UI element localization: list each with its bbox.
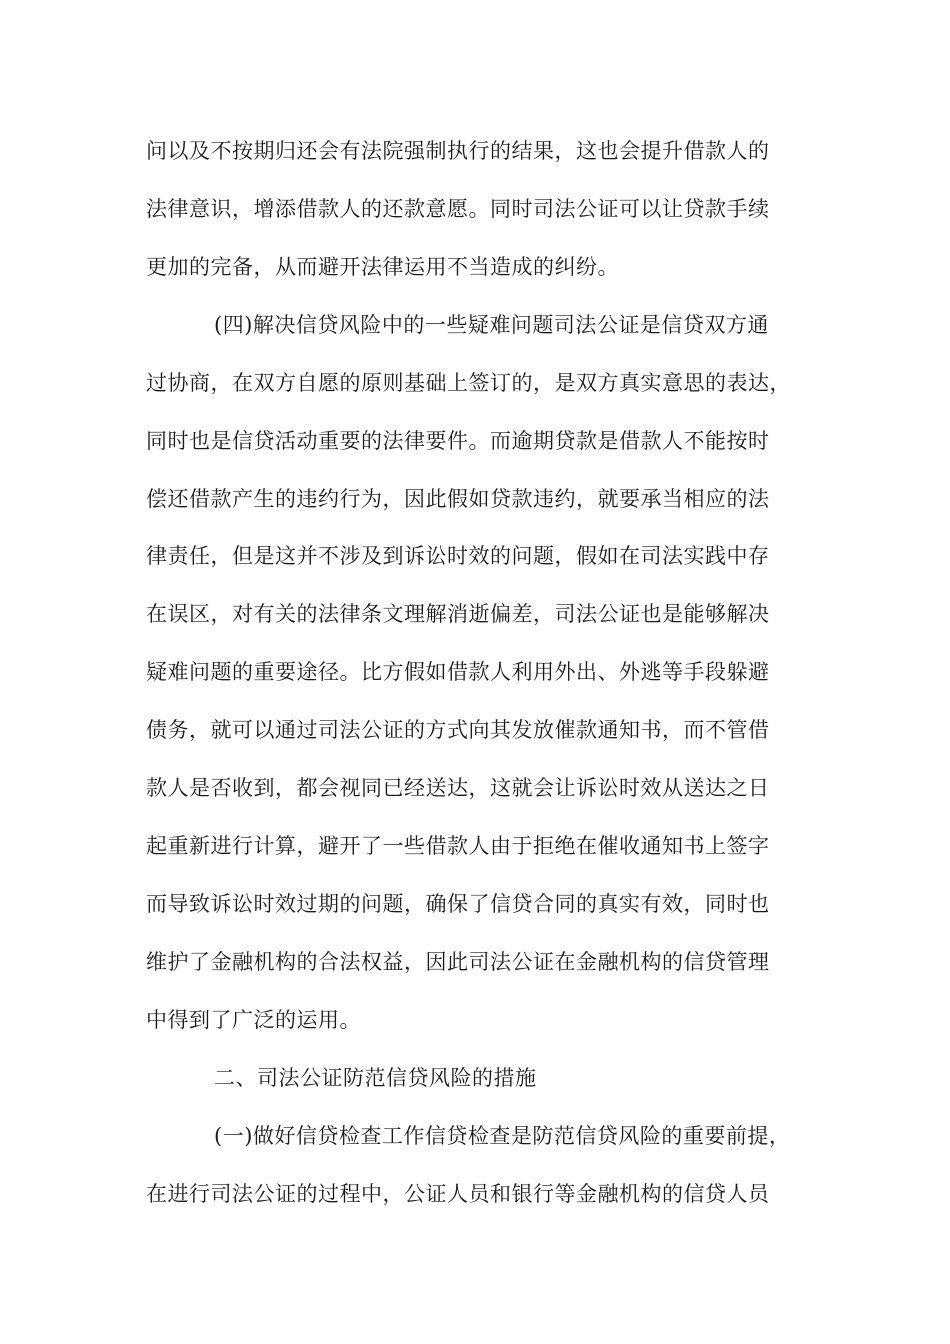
text-line: 更加的完备，从而避开法律运用不当造成的纠纷。 xyxy=(146,255,619,279)
text-line: 款人是否收到，都会视同已经送达，这就会让诉讼时效从送达之日 xyxy=(146,776,770,800)
text-line: 问以及不按期归还会有法院强制执行的结果，这也会提升借款人的 xyxy=(146,139,770,163)
section-heading-4: (四)解决信贷风险中的一些疑难问题司法公证是信贷双方通 xyxy=(214,313,769,337)
text-line: 中得到了广泛的运用。 xyxy=(146,1008,361,1032)
text-line: 起重新进行计算，避开了一些借款人由于拒绝在催收通知书上签字 xyxy=(146,834,770,858)
text-line: 疑难问题的重要途径。比方假如借款人利用外出、外逃等手段躲避 xyxy=(146,660,770,684)
text-line: 同时也是信贷活动重要的法律要件。而逾期贷款是借款人不能按时 xyxy=(146,429,770,453)
text-line: 而导致诉讼时效过期的问题，确保了信贷合同的真实有效，同时也 xyxy=(146,892,770,916)
text-line: 在误区，对有关的法律条文理解消逝偏差，司法公证也是能够解决 xyxy=(146,602,770,626)
section-heading-1: (一)做好信贷检查工作信贷检查是防范信贷风险的重要前提， xyxy=(214,1124,791,1148)
text-line: 维护了金融机构的合法权益，因此司法公证在金融机构的信贷管理 xyxy=(146,950,770,974)
text-line: 法律意识，增添借款人的还款意愿。同时司法公证可以让贷款手续 xyxy=(146,197,770,221)
section-heading-2: 二、司法公证防范信贷风险的措施 xyxy=(214,1066,537,1090)
text-line: 律责任，但是这并不涉及到诉讼时效的问题，假如在司法实践中存 xyxy=(146,544,770,568)
text-line: 偿还借款产生的违约行为，因此假如贷款违约，就要承当相应的法 xyxy=(146,487,770,511)
text-line: 在进行司法公证的过程中，公证人员和银行等金融机构的信贷人员 xyxy=(146,1182,770,1206)
text-line: 过协商，在双方自愿的原则基础上签订的，是双方真实意思的表达， xyxy=(146,371,791,395)
text-line: 债务，就可以通过司法公证的方式向其发放催款通知书，而不管借 xyxy=(146,718,770,742)
